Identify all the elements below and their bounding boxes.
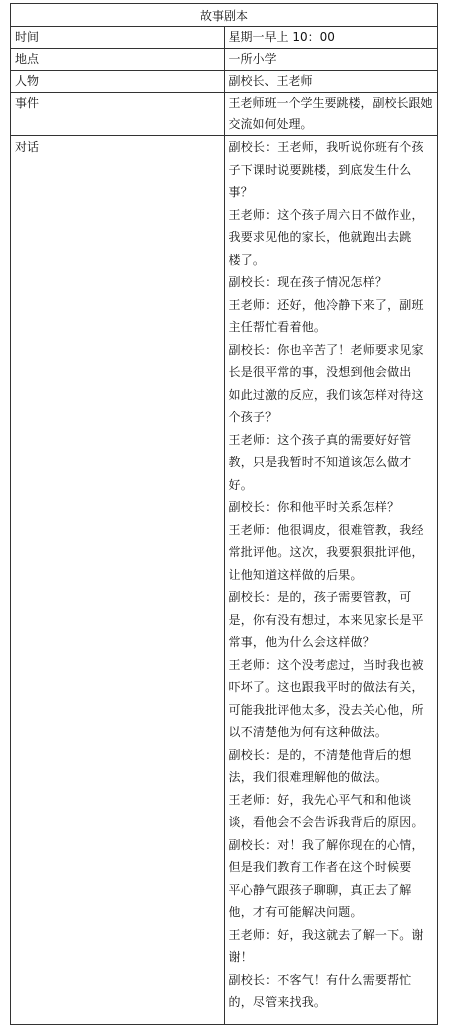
place-label: 地点 <box>11 49 225 71</box>
characters-label: 人物 <box>11 71 225 93</box>
dialog-line: 平心静气跟孩子聊聊，真正去了解他，才有可能解决问题。 <box>228 882 412 919</box>
title-row <box>11 4 438 27</box>
place-value: 一所小学 <box>224 49 438 71</box>
characters-value: 副校长、王老师 <box>224 71 438 93</box>
dialog-line: 如此过激的反应，我们该怎样对待这个孩子？ <box>228 387 424 424</box>
dialog-line: 副校长：对！我了解你现在的心情，但是我们教育工作者在这个时候要 <box>228 837 424 874</box>
place-row <box>11 49 438 71</box>
dialog-line: 副校长：现在孩子情况怎样？ <box>228 275 388 289</box>
characters-row <box>11 71 438 93</box>
dialog-line: 副校长：王老师，我听说你班有个孩子下课时说要跳楼，到底发生什么 <box>228 140 424 177</box>
dialog-content <box>224 136 438 1025</box>
dialog-line: 让他知道这样做的后果。 <box>228 567 363 582</box>
time-row <box>11 27 438 49</box>
event-label: 事件 <box>11 93 225 136</box>
table-title: 故事剧本 <box>11 4 438 27</box>
dialog-line: 副校长：你和他平时关系怎样？ <box>228 500 400 514</box>
dialog-line: 常事，他为什么会这样做？ <box>228 635 375 649</box>
dialog-line: 王老师：这个孩子周六日不做作业，我要求见他的家长，他就跑出去跳 <box>228 207 424 244</box>
dialog-label: 对话 <box>11 136 225 1025</box>
dialog-line: 副校长：不客气！有什么需要帮忙的，尽管来找我。 <box>228 972 412 1009</box>
dialog-line: 王老师：还好，他冷静下来了，副班主任帮忙看着他。 <box>228 297 424 334</box>
event-value: 王老师班一个学生要跳楼，副校长跟她交流如何处理。 <box>224 93 438 136</box>
dialog-line: 副校长：是的，孩子需要管教，可是，你有没有想过，本来见家长是平 <box>228 590 424 627</box>
dialog-line: 王老师：这个没考虑过，当时我也被吓坏了。这也跟我平时的做法有关， <box>228 657 424 694</box>
time-label: 时间 <box>11 27 225 49</box>
time-value: 星期一早上 10：00 <box>224 27 438 49</box>
dialog-row <box>11 136 438 1025</box>
dialog-line: 楼了。 <box>228 252 266 267</box>
dialog-line: 王老师：好，我先心平气和和他谈谈，看他会不会告诉我背后的原因。 <box>228 792 424 829</box>
dialog-line: 事？ <box>228 185 253 199</box>
dialog-line: 可能我批评他太多，没去关心他，所以不清楚他为何有这种做法。 <box>228 702 424 739</box>
script-table <box>10 3 438 1025</box>
dialog-line: 副校长：是的，不清楚他背后的想法，我们很难理解他的做法。 <box>228 747 412 784</box>
dialog-line: 王老师：这个孩子真的需要好好管教，只是我暂时不知道该怎么做才好。 <box>228 432 412 492</box>
dialog-line: 王老师：他很调皮，很难管教，我经常批评他。这次，我要狠狠批评他， <box>228 522 424 559</box>
dialog-line: 副校长：你也辛苦了！老师要求见家长是很平常的事，没想到他会做出 <box>228 342 424 379</box>
event-row <box>11 93 438 136</box>
dialog-line: 王老师：好，我这就去了解一下。谢谢！ <box>228 927 424 964</box>
